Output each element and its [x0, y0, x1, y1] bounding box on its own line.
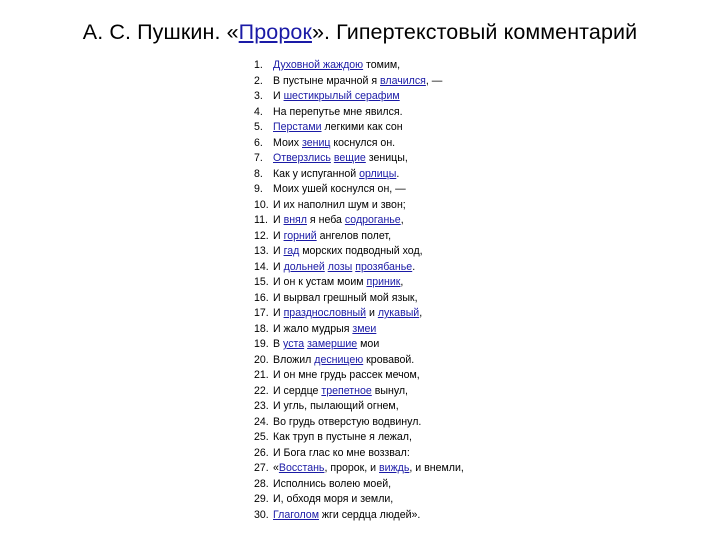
- glossary-link[interactable]: Глаголом: [273, 508, 319, 521]
- poem-line: [254, 151, 464, 167]
- glossary-link[interactable]: лукавый: [377, 307, 420, 319]
- poem-line: [254, 182, 464, 198]
- poem-line: [254, 461, 464, 477]
- line-number: 4.: [254, 105, 263, 118]
- poem-text: ,: [400, 276, 404, 288]
- poem-line: [254, 120, 464, 136]
- poem-text: И вырвал грешный мой язык,: [273, 291, 418, 304]
- poem-text: мои: [357, 338, 380, 350]
- line-number: 27.: [254, 462, 269, 474]
- glossary-link[interactable]: содроганье: [344, 214, 401, 226]
- line-number: 18.: [254, 322, 269, 335]
- line-number: 16.: [254, 291, 269, 304]
- poem-text: ,: [419, 307, 423, 319]
- poem-line: [254, 229, 464, 245]
- poem-line: [254, 291, 464, 307]
- poem-text: .: [396, 167, 400, 180]
- glossary-link[interactable]: Отверзлись: [273, 152, 331, 164]
- glossary-link[interactable]: орлицы: [359, 167, 397, 180]
- line-number: 25.: [254, 431, 269, 443]
- glossary-link[interactable]: Духовной жаждою: [273, 59, 364, 71]
- poem-text: , —: [425, 74, 443, 87]
- poem-text: И: [273, 90, 284, 102]
- poem-line: [254, 198, 464, 214]
- line-number: 13.: [254, 245, 269, 257]
- poem-line: [254, 167, 464, 183]
- poem-text: Вложил: [273, 353, 315, 366]
- poem-line: [254, 508, 464, 524]
- poem-text: жги сердца людей».: [318, 508, 421, 521]
- poem-text: ,: [400, 214, 404, 226]
- poem-line: [254, 306, 464, 322]
- poem-text: Во грудь отверстую водвинул.: [273, 415, 422, 428]
- poem-line: [254, 275, 464, 291]
- poem-line: [254, 384, 464, 400]
- title-prefix: А. С. Пушкин. «: [82, 20, 239, 44]
- line-number: 23.: [254, 400, 269, 412]
- line-number: 9.: [254, 183, 263, 195]
- poem-text: я неба: [306, 214, 345, 226]
- glossary-link[interactable]: трепетное: [321, 384, 372, 397]
- poem-line: [254, 260, 464, 276]
- poem-text: И: [273, 307, 284, 319]
- poem-text: коснулся он.: [330, 136, 396, 149]
- glossary-link[interactable]: приник: [366, 276, 401, 288]
- poem-line: [254, 368, 464, 384]
- poem-line: [254, 213, 464, 229]
- poem-text: Как у испуганной: [273, 167, 360, 180]
- poem-line: [254, 353, 464, 369]
- glossary-link[interactable]: лозы: [327, 260, 353, 273]
- poem-line: [254, 105, 464, 121]
- line-number: 5.: [254, 121, 263, 133]
- poem-line: [254, 89, 464, 105]
- poem-text: И: [273, 214, 284, 226]
- line-number: 29.: [254, 493, 269, 505]
- glossary-link[interactable]: прозябанье: [355, 260, 413, 273]
- poem-line: [254, 322, 464, 338]
- glossary-link[interactable]: замершие: [307, 338, 358, 350]
- glossary-link[interactable]: гад: [283, 245, 300, 257]
- poem-text: и: [366, 307, 378, 319]
- poem-text: И сердце: [273, 384, 322, 397]
- poem-line: [254, 430, 464, 446]
- line-number: 6.: [254, 136, 263, 149]
- glossary-link[interactable]: дольней: [283, 260, 325, 273]
- poem-text: .: [412, 260, 416, 273]
- glossary-link[interactable]: виждь: [379, 462, 410, 474]
- poem-text: вынул,: [371, 384, 409, 397]
- line-number: 15.: [254, 276, 269, 288]
- glossary-link[interactable]: зениц: [302, 136, 331, 149]
- poem-text: В пустыне мрачной я: [273, 74, 381, 87]
- poem-text: зеницы,: [365, 152, 408, 164]
- line-number: 3.: [254, 90, 263, 102]
- poem-line: [254, 492, 464, 508]
- poem-line: [254, 415, 464, 431]
- glossary-link[interactable]: вещие: [333, 152, 366, 164]
- line-number: 24.: [254, 415, 269, 428]
- glossary-link[interactable]: внял: [283, 214, 307, 226]
- poem-text: И он к устам моим: [273, 276, 367, 288]
- glossary-link[interactable]: горний: [283, 229, 317, 242]
- page-title: [0, 20, 720, 45]
- glossary-link[interactable]: Перстами: [273, 121, 322, 133]
- poem-text: морских подводный ход,: [299, 245, 423, 257]
- poem-line: [254, 74, 464, 90]
- line-number: 22.: [254, 384, 269, 397]
- poem-text: Исполнись волею моей,: [273, 477, 392, 490]
- line-number: 14.: [254, 260, 269, 273]
- line-number: 26.: [254, 446, 269, 459]
- poem-text: И жало мудрыя: [273, 322, 353, 335]
- glossary-link[interactable]: Восстань: [278, 462, 325, 474]
- poem-list: [254, 58, 464, 523]
- glossary-link[interactable]: змеи: [352, 322, 377, 335]
- line-number: 8.: [254, 167, 263, 180]
- poem-text: И, обходя моря и земли,: [273, 493, 394, 505]
- line-number: 10.: [254, 198, 269, 211]
- line-number: 30.: [254, 508, 269, 521]
- glossary-link[interactable]: десницею: [314, 353, 364, 366]
- glossary-link[interactable]: шестикрылый серафим: [283, 90, 400, 102]
- poem-text: легкими как сон: [321, 121, 403, 133]
- poem-line: [254, 477, 464, 493]
- glossary-link[interactable]: уста: [283, 338, 305, 350]
- poem-text: Моих: [273, 136, 302, 149]
- poem-text: И: [273, 229, 284, 242]
- line-number: 17.: [254, 307, 269, 319]
- poem-text: И он мне грудь рассек мечом,: [273, 369, 420, 381]
- line-number: 11.: [254, 214, 268, 226]
- glossary-link[interactable]: влачился: [380, 74, 426, 87]
- poem-text: кровавой.: [363, 353, 415, 366]
- poem-text: томим,: [363, 59, 401, 71]
- poem-text: «: [273, 462, 279, 474]
- poem-text: ангелов полет,: [316, 229, 392, 242]
- title-suffix: ». Гипертекстовый комментарий: [311, 20, 638, 44]
- poem-text: , и внемли,: [409, 462, 464, 474]
- poem-text: И: [273, 260, 284, 273]
- poem-line: [254, 244, 464, 260]
- poem-line: [254, 136, 464, 152]
- line-number: 28.: [254, 477, 269, 490]
- poem-line: [254, 337, 464, 353]
- line-number: 20.: [254, 353, 269, 366]
- poem-line: [254, 446, 464, 462]
- poem-text: , пророк, и: [324, 462, 380, 474]
- poem-text: В: [273, 338, 284, 350]
- poem-text: И угль, пылающий огнем,: [273, 400, 399, 412]
- poem-line: [254, 399, 464, 415]
- poem-text: На перепутье мне явился.: [273, 105, 403, 118]
- line-number: 19.: [254, 338, 269, 350]
- line-number: 21.: [254, 369, 269, 381]
- poem-line: [254, 58, 464, 74]
- line-number: 1.: [254, 59, 263, 71]
- poem-text: Моих ушей коснулся он, —: [273, 183, 406, 195]
- line-number: 12.: [254, 229, 269, 242]
- line-number: 2.: [254, 74, 263, 87]
- title-link-prorok[interactable]: Пророк: [238, 20, 312, 44]
- poem-text: И их наполнил шум и звон;: [273, 198, 406, 211]
- glossary-link[interactable]: празднословный: [283, 307, 367, 319]
- line-number: 7.: [254, 152, 263, 164]
- poem-text: Как труп в пустыне я лежал,: [273, 431, 412, 443]
- poem-text: И: [273, 245, 284, 257]
- poem-text: И Бога глас ко мне воззвал:: [273, 446, 410, 459]
